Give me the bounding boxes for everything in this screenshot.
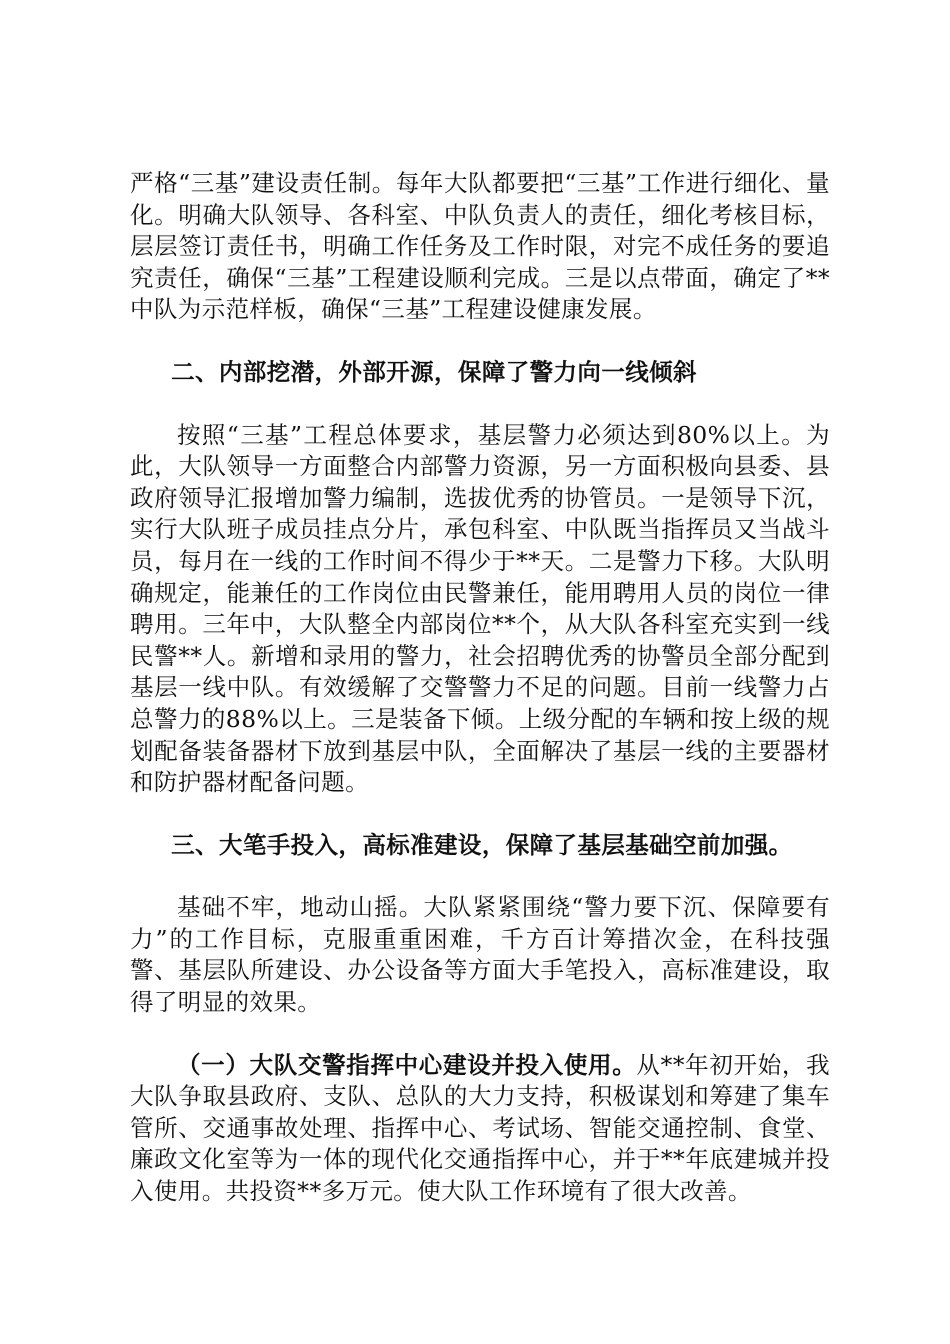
paragraph-police-force: 按照“三基”工程总体要求，基层警力必须达到80%以上。为此，大队领导一方面整合内部警力资源，另一方面积极向县委、县政府领导汇报增加警力编制，选拔优秀的协管员。一是领导下沉，实行大队班子成员挂点分片，承包科室、中队既当指挥员又当战斗员，每月在一线的工作时间不得少于**天。二是警力下移。大队明确规定，能兼任的工作岗位由民警兼任，能用聘用人员的岗位一律聘用。三年中，大队整全内部岗位**个，从大队各科室充实到一线民警**人。新增和录用的警力，社会招聘优秀的协警员全部分配到基层一线中队。有效缓解了交警警力不足的问题。目前一线警力占总警力的88%以上。三是装备下倾。上级分配的车辆和按上级的规划配备装备器材下放到基层中队，全面解决了基层一线的主要器材和防护器材配备问题。	[130, 420, 830, 797]
document-page	[130, 168, 830, 1208]
paragraph-responsibility: 严格“三基”建设责任制。每年大队都要把“三基”工作进行细化、量化。明确大队领导、各科室、中队负责人的责任，细化考核目标，层层签订责任书，明确工作任务及工作时限，对完不成任务的要追究责任，确保“三基”工程建设顺利完成。三是以点带面，确定了**中队为示范样板，确保“三基”工程建设健康发展。	[130, 169, 830, 324]
section-heading-2: 二、内部挖潜，外部开源，保障了警力向一线倾斜	[171, 357, 697, 386]
subsection-body: 从**年初开始，我大队争取县政府、支队、总队的大力支持，积极谋划和筹建了集车管所、交通事故处理、指挥中心、考试场、智能交通控制、食堂、廉政文化室等为一体的现代化交通指挥中心，并于**年底建城并投入使用。共投资**多万元。使大队工作环境有了很大改善。	[130, 1050, 830, 1206]
paragraph-command-center	[130, 1050, 830, 1208]
paragraph-foundation: 基础不牢，地动山摇。大队紧紧围绕“警力要下沉、保障要有力”的工作目标，克服重重困难，千方百计筹措次金，在科技强警、基层队所建设、办公设备等方面大手笔投入，高标准建设，取得了明显的效果。	[130, 893, 830, 1017]
subsection-lead: （一）大队交警指挥中心建设并投入使用。	[177, 1050, 637, 1079]
section-heading-3: 三、大笔手投入，高标准建设，保障了基层基础空前加强。	[171, 830, 793, 859]
